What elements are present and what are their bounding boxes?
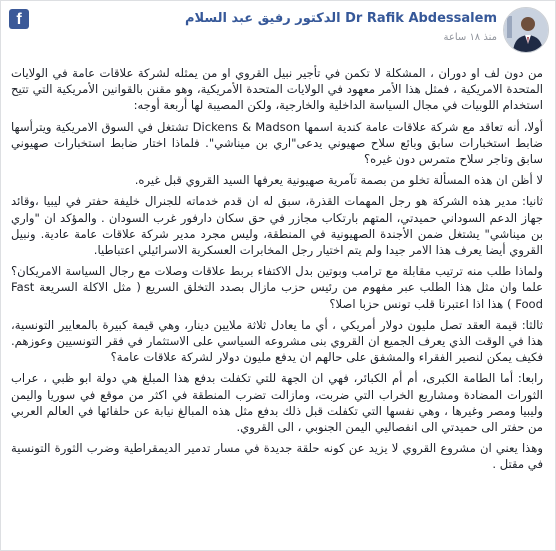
avatar[interactable]: [503, 7, 549, 53]
post-body: [11, 65, 543, 478]
post-paragraph: ولماذا طلب منه ترتيب مقابلة مع ترامب وبوتين بدل الاكتفاء بربط علاقات وصلات مع رجال السياسة الامريكان؟ علما وان مثل هذا الطلب عبر مفهوم من رئيس حزب مازال بصدد التخلق السريع ( مثل الاكلة السريعة Fast Food ) هذا اذا اعتبرنا قلب تونس حزبا اصلا؟: [11, 264, 543, 311]
post-paragraph: ثالثا: قيمة العقد تصل مليون دولار أمريكي ، أي ما يعادل ثلاثة ملايين دينار، وهي قيمة كبيرة بالمعايير التونسية، هذا في الوقت الذي يعرف الجميع ان القروي بنى مشروعه السياسي على الاستثمار في فقر التونسيين وعوزهم. فكيف يمكن لنصير الفقراء والمشفق على حالهم ان يدفع مليون دولار لشركة علاقات عامة؟: [11, 317, 543, 365]
post-paragraph: من دون لف او دوران ، المشكلة لا تكمن في تأجير نبيل القروي او من يمثله لشركة علاقات عامة في الولايات المتحدة الامريكية ، فمثل هذا الأمر معهود في الولايات المتحدة الأمريكية، وهو مقنن بالقوانين الأمريكية التي تتيح استخدام اللوبيات في مجال السياسة الداخلية والخارجية، ولكن المصيبة لها أربعة أوجه:: [11, 66, 543, 113]
author-info: [185, 11, 497, 43]
post-header: [9, 7, 549, 55]
post-paragraph: رابعا: أما الطامة الكبرى، أم أم الكبائر، فهي ان الجهة للتي تكفلت بدفع هذا المبلغ هي دولة ابو ظبي ، عراب الثورات المضادة ومشاريع الخراب التي ضربت، ومازالت تضرب المنطقة في اكثر من موقع في سوريا واليمن وليبيا ومصر وغيرها ، وهي نفسها التي تكفلت قبل ذلك بدفع مثل هذه المبالغ نيابة عن حلفائها في العالم العربي من حفتر الى حميدتي الى انفصاليي اليمن الجنوبي ، الى القروي.: [11, 371, 543, 435]
post-timestamp[interactable]: منذ ١٨ ساعة: [443, 32, 497, 43]
post-paragraph: أولا، أنه تعاقد مع شركة علاقات عامة كندية اسمها Dickens & Madson تشتغل في السوق الامريكية ويترأسها ضابط استخبارات سابق وبائع سلاح صهيوني يدعى"اري بن ميناشي". فلماذا اختار ضابط استخبارات صهيوني سابق وتاجر سلاح متمرس دون غيره؟: [11, 119, 543, 167]
post-paragraph: وهذا يعني ان مشروع القروي لا يزيد عن كونه حلقة جديدة في مسار تدمير الديمقراطية وضرب الثورة التونسية في مقتل .: [11, 441, 543, 472]
facebook-icon[interactable]: f: [9, 9, 29, 29]
author-name[interactable]: Dr Rafik Abdessalem الدكتور رفيق عبد السلام: [184, 11, 497, 26]
profile-photo-icon: [504, 8, 548, 52]
post-paragraph: لا أظن ان هذه المسألة تخلو من بصمة تآمرية صهيونية يعرفها السيد القروي قبل غيره.: [134, 173, 543, 188]
post-paragraph: ثانيا: مدير هذه الشركة هو رجل المهمات القذرة، سبق له ان قدم خدماته للجنرال خليفة حفتر في ليبيا ،وقائد جهاز الدعم السوداني حميدتي، المتهم بارتكاب مجازر في حق سكان دارفور غرب السودان . والمؤكد ان "واري بن ميناشي" يشتغل ضمن الأجندة الصهيونية في المنطقة، وليس مجرد مدير شركة علاقات عامة عادية. ونبيل القروي أيضا يعرف هذا الامر جيدا ولم يتم اختيار رجل المخابرات العسكرية الاسرائيلي اعتباطيا.: [11, 194, 543, 258]
